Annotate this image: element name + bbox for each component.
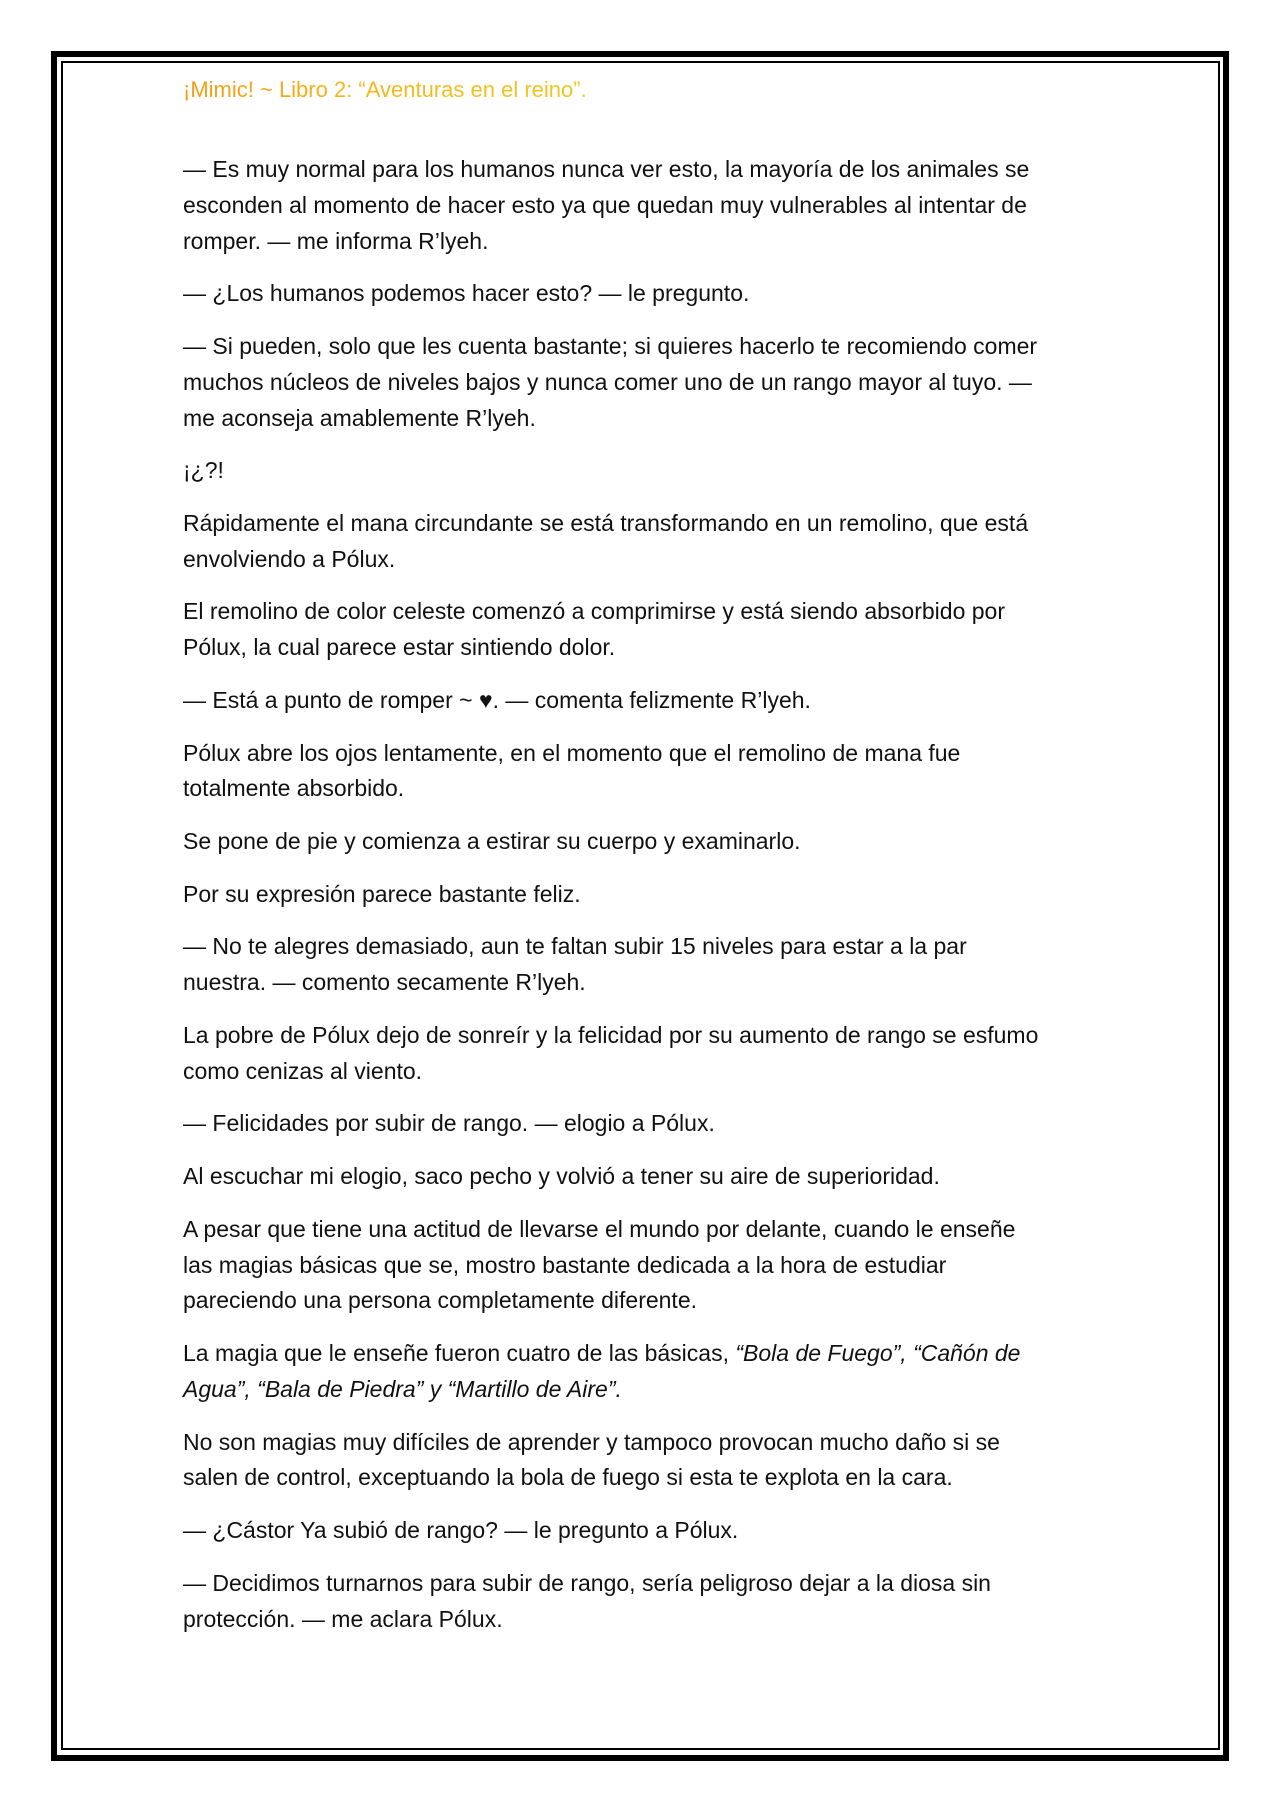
text-line: salen de control, exceptuando la bola de fuego si esta te explota en la cara. xyxy=(183,1464,953,1491)
text-line: Se pone de pie y comienza a estirar su cuerpo y examinarlo. xyxy=(183,828,801,855)
text-line: envolviendo a Pólux. xyxy=(183,545,396,572)
text-line: — Decidimos turnarnos para subir de rango, sería peligroso dejar a la diosa sin xyxy=(183,1569,991,1596)
text-line: La pobre de Pólux dejo de sonreír y la felicidad por su aumento de rango se esfumo xyxy=(183,1021,1039,1048)
paragraph xyxy=(183,1425,1203,1497)
text-line: nuestra. — comento secamente R’lyeh. xyxy=(183,969,586,996)
paragraph xyxy=(183,736,1203,808)
paragraph xyxy=(183,1513,1203,1549)
text-line xyxy=(183,1372,1203,1408)
paragraph xyxy=(183,1566,1203,1638)
text-line: No son magias muy difíciles de aprender y tampoco provocan mucho daño si se xyxy=(183,1428,1000,1455)
paragraph xyxy=(183,877,1203,913)
text-line: pareciendo una persona completamente diferente. xyxy=(183,1287,698,1314)
text-segment: La magia que le enseñe fueron cuatro de las básicas, xyxy=(183,1340,736,1367)
text-line: como cenizas al viento. xyxy=(183,1057,423,1084)
paragraph xyxy=(183,1106,1203,1142)
paragraph xyxy=(183,152,1203,259)
paragraph xyxy=(183,683,1203,719)
text-line: Pólux abre los ojos lentamente, en el momento que el remolino de mana fue xyxy=(183,739,961,766)
text-line: — Está a punto de romper ~ ♥. — comenta felizmente R’lyeh. xyxy=(183,686,811,713)
text-line: A pesar que tiene una actitud de llevarse el mundo por delante, cuando le enseñe xyxy=(183,1215,1016,1242)
text-line: — ¿Los humanos podemos hacer esto? — le pregunto. xyxy=(183,280,750,307)
text-line: protección. — me aclara Pólux. xyxy=(183,1605,503,1632)
paragraph xyxy=(183,506,1203,578)
text-line: El remolino de color celeste comenzó a comprimirse y está siendo absorbido por xyxy=(183,598,1006,625)
page-body xyxy=(183,152,1203,1654)
text-line: — Felicidades por subir de rango. — elogio a Pólux. xyxy=(183,1110,715,1137)
text-line: muchos núcleos de niveles bajos y nunca comer uno de un rango mayor al tuyo. — xyxy=(183,368,1032,395)
text-line: totalmente absorbido. xyxy=(183,775,405,802)
text-line: Por su expresión parece bastante feliz. xyxy=(183,880,581,907)
text-line: — Si pueden, solo que les cuenta bastante; si quieres hacerlo te recomiendo comer xyxy=(183,332,1038,359)
paragraph xyxy=(183,1212,1203,1319)
paragraph xyxy=(183,329,1203,436)
paragraph xyxy=(183,824,1203,860)
text-line: romper. — me informa R’lyeh. xyxy=(183,227,489,254)
text-line: — No te alegres demasiado, aun te faltan subir 15 niveles para estar a la par xyxy=(183,933,967,960)
text-line: las magias básicas que se, mostro bastante dedicada a la hora de estudiar xyxy=(183,1251,947,1278)
text-line xyxy=(183,1336,1203,1372)
text-line: esconden al momento de hacer esto ya que quedan muy vulnerables al intentar de xyxy=(183,191,1027,218)
paragraph xyxy=(183,929,1203,1001)
paragraph xyxy=(183,594,1203,666)
text-line: ¡¿?! xyxy=(183,457,224,484)
text-line: Al escuchar mi elogio, saco pecho y volvió a tener su aire de superioridad. xyxy=(183,1163,940,1190)
paragraph xyxy=(183,1018,1203,1090)
text-line: Rápidamente el mana circundante se está transformando en un remolino, que está xyxy=(183,509,1029,536)
text-line: — ¿Cástor Ya subió de rango? — le pregunto a Pólux. xyxy=(183,1517,739,1544)
text-line: Pólux, la cual parece estar sintiendo dolor. xyxy=(183,634,616,661)
paragraph xyxy=(183,276,1203,312)
text-line: me aconseja amablemente R’lyeh. xyxy=(183,404,536,431)
text-line: — Es muy normal para los humanos nunca ver esto, la mayoría de los animales se xyxy=(183,156,1030,182)
italic-text-segment: Agua”, “Bala de Piedra” y “Martillo de Aire”. xyxy=(183,1375,622,1402)
running-header: ¡Mimic! ~ Libro 2: “Aventuras en el reino”. xyxy=(183,77,587,102)
paragraph xyxy=(183,453,1203,489)
italic-text-segment: “Bola de Fuego”, “Cañón de xyxy=(735,1340,1021,1367)
paragraph xyxy=(183,1159,1203,1195)
paragraph xyxy=(183,1336,1203,1408)
